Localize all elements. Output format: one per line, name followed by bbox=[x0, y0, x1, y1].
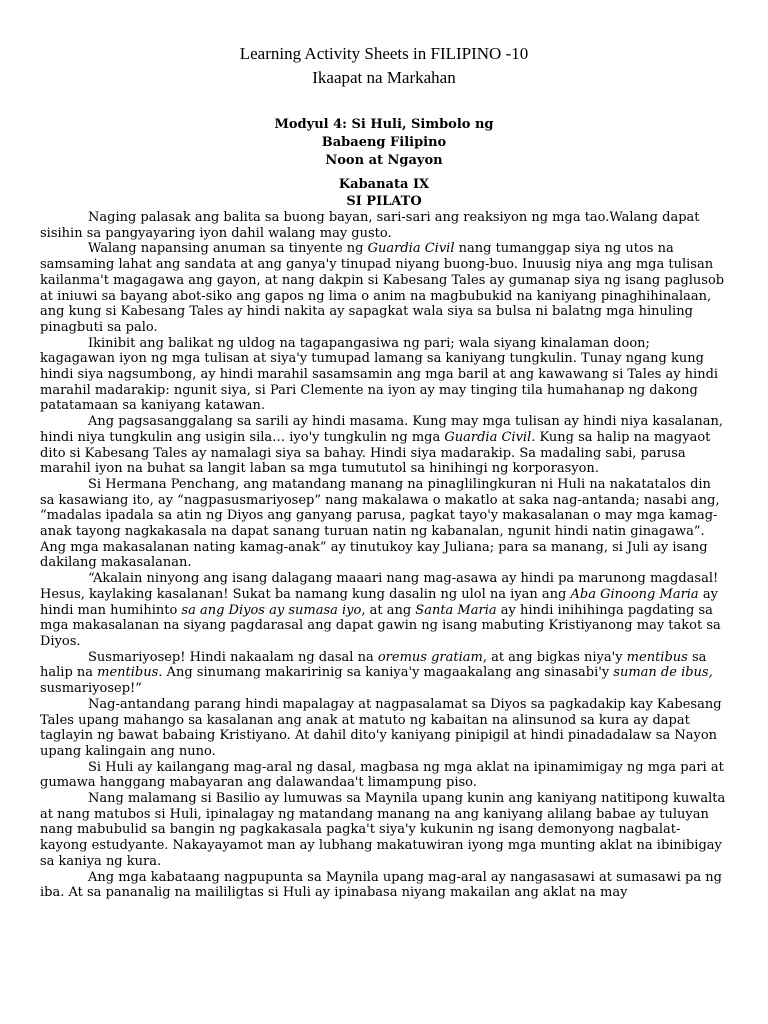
chapter-heading bbox=[0, 176, 768, 210]
paragraph: Naging palasak ang balita sa buong bayan, sari-sari ang reaksiyon ng mga tao.Walang dapat sisihin sa pangyayaring iyon dahil walang may gusto. bbox=[40, 210, 700, 241]
italic-term: mentibus bbox=[626, 649, 688, 665]
italic-term: suman de ibus, bbox=[613, 665, 713, 681]
module-title-line-1: Modyul 4: Si Huli, Simbolo ng bbox=[274, 117, 494, 132]
text-run: . Ang sinumang makaririnig sa kaniya'y magaakalang ang sinasabi'y bbox=[158, 665, 614, 681]
italic-term: Guardia Civil bbox=[367, 241, 455, 257]
text-run: ay hindi inihihinga pagdating sa mga makasalanan na siyang pagdarasal ang dapat gawin ng isang mabuting Kristiyanong may takot sa Diyos. bbox=[40, 602, 721, 649]
text-run: sa halip na bbox=[40, 649, 707, 681]
italic-term: Guardia Civil. bbox=[444, 429, 536, 445]
chapter-title: SI PILATO bbox=[346, 194, 422, 209]
paragraph bbox=[40, 414, 726, 477]
paragraph: Nang malamang si Basilio ay lumuwas sa Maynila upang kunin ang kaniyang natitipong kuwalta at nang matubos si Huli, ipinalagay ng matandang manang na ang kaniyang alilang babae ay tuluyan nang mabubulid sa bangin ng pagkakasala pagka't siya'y kukunin ng isang demonyong nagbalat-kayong estudyante. Nakayayamot man ay lubhang makatuwiran iyong mga munting aklat na ibinibigay sa kaniya ng kura. bbox=[40, 791, 726, 869]
module-title-line-2: Babaeng Filipino bbox=[321, 135, 447, 150]
italic-term: mentibus bbox=[97, 665, 159, 681]
text-run: , at ang bbox=[361, 602, 416, 618]
story-body bbox=[40, 210, 726, 901]
italic-term: Santa Maria bbox=[415, 602, 497, 618]
text-run: Kung sa halip na magyaot dito si Kabesang Tales ay namalagi siya sa bahay. Hindi siya madarakip. Sa madaling sabi, parusa marahil iyon na buhat sa langit laban sa mga tumututol sa hinihingi ng korporasyon. bbox=[40, 429, 711, 477]
text-run: susmariyosep!” bbox=[40, 681, 142, 697]
paragraph bbox=[40, 650, 726, 697]
paragraph bbox=[40, 241, 726, 335]
text-run: “Akalain ninyong ang isang dalagang maaari nang mag-asawa ay hindi pa marunong magdasal! Hesus, kaylaking kasalanan! Sukat ba namang kung dasalin ng ulol na iyan ang bbox=[40, 571, 719, 602]
chapter-number: Kabanata IX bbox=[338, 177, 430, 192]
text-run: nang tumanggap siya ng utos na samsaming lahat ang sandata at ang ganya'y tinupad niyang buong-buo. Inuusig niya ang mga tulisan kailanma't magagawa ang gayon, at nang dakpin si Kabesang Tales ay gumanap siya ng isang paglusob at iniuwi sa bayang abot-siko ang gapos ng lima o anim na magbubukid na kaniyang pinaghihinalaan, ang kung si Kabesang Tales ay hindi nakita ay sapagkat wala siya sa bulsa ni balatng mga hinuling pinagbuti sa palo. bbox=[40, 241, 725, 335]
italic-term: sa ang Diyos ay sumasa iyo bbox=[181, 602, 362, 618]
module-title-line-3: Noon at Ngayon bbox=[325, 153, 443, 168]
document-header bbox=[0, 42, 768, 90]
paragraph: Ang mga kabataang nagpupunta sa Maynila upang mag-aral ay nangasasawi at sumasawi pa ng iba. At sa pananalig na maililigtas si Huli ay ipinabasa niyang makailan ang aklat na may bbox=[40, 869, 722, 901]
text-run: , at ang bigkas niya'y bbox=[482, 649, 627, 665]
text-run: Ang pagsasanggalang sa sarili ay hindi masama. Kung may mga tulisan ay hindi niya kasalanan, hindi niya tungkulin ang usigin sila… iyo'y tungkulin ng mga bbox=[40, 414, 723, 445]
paragraph: Si Huli ay kailangang mag-aral ng dasal, magbasa ng mga aklat na ipinamimigay ng mga pari at gumawa hanggang mabayaran ang dalawandaa't limampung piso. bbox=[40, 759, 724, 791]
paragraph: Ikinibit ang balikat ng uldog na tagapangasiwa ng pari; wala siyang kinalaman doon; kagagawan iyon ng mga tulisan at siya'y tumupad lamang sa kaniyang tungkulin. Tunay ngang kung hindi siya nagsumbong, ay hindi marahil sasamsamin ang mga baril at ang kawawang si Tales ay hindi marahil madarakip: ngunit siya, si Pari Clemente na iyon ay may tinging tila humahanap ng dakong patatamaan sa kaniyang katawan. bbox=[40, 335, 719, 414]
italic-term: Aba Ginoong Maria bbox=[570, 586, 699, 602]
text-run: ay hindi man humihinto bbox=[40, 586, 718, 618]
italic-term: oremus gratiam bbox=[377, 649, 483, 665]
paragraph: Nag-antandang parang hindi mapalagay at nagpasalamat sa Diyos sa pagkadakip kay Kabesang Tales upang mahango sa kasalanan ang anak at matuto ng kabaitan na alinsunod sa kura ay dapat taglayin ng bawat babaing Kristiyano. At dahil dito'y kaniyang pinipigil at hindi pinadadalaw sa Nayon upang kalingain ang nuno. bbox=[40, 696, 722, 759]
sheet-title: Learning Activity Sheets in FILIPINO -10 bbox=[239, 44, 529, 63]
text-run: Walang napansing anuman sa tinyente ng bbox=[88, 241, 368, 257]
paragraph: Si Hermana Penchang, ang matandang manang na pinaglilingkuran ni Huli na nakatatalos din sa kasawiang ito, ay “nagpasusmariyosep” nang makalawa o makatlo at saka nag-antanda; nasabi ang, “madalas ipadala sa atin ng Diyos ang ganyang parusa, pagkat tayo'y makasalanan o may mga kamag-anak tayong nagkakasala na dapat sanang turuan natin ng kabanalan, ngunit hindi natin ginagawa”. Ang mga makasalanan nating kamag-anak” ay tinutukoy kay Juliana; para sa manang, si Juli ay isang dakilang makasalanan. bbox=[40, 476, 720, 571]
module-title bbox=[0, 116, 768, 170]
quarter-label: Ikaapat na Markahan bbox=[312, 68, 456, 87]
paragraph bbox=[40, 571, 726, 650]
text-run: Susmariyosep! Hindi nakaalam ng dasal na bbox=[88, 649, 378, 665]
